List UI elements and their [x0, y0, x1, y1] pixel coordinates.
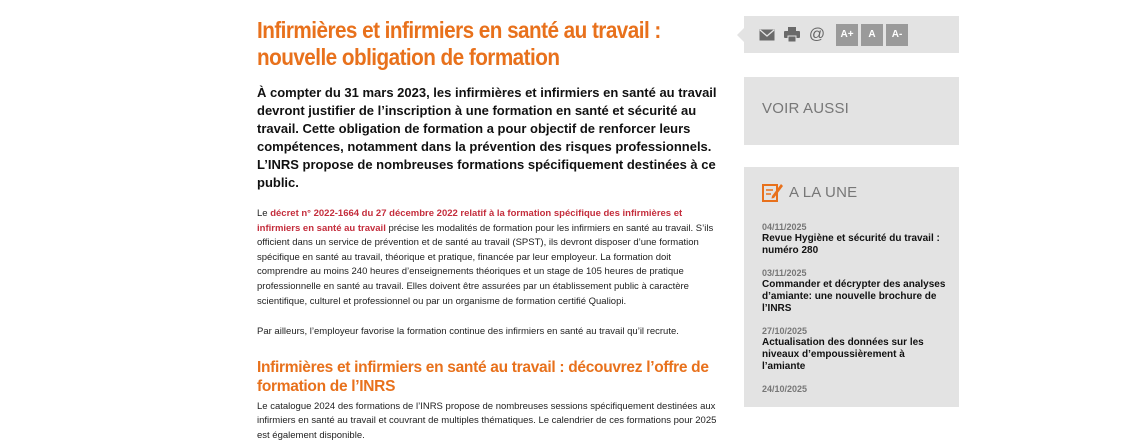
news-item[interactable] — [762, 383, 959, 395]
news-list — [762, 221, 959, 395]
voir-aussi-heading: VOIR AUSSI — [762, 100, 850, 117]
news-date: 24/10/2025 — [762, 384, 808, 394]
paragraph-decret — [257, 207, 719, 309]
article — [257, 17, 719, 444]
news-date: 27/10/2025 — [762, 326, 808, 336]
paragraph-employeur: Par ailleurs, l’employeur favorise la formation continue des infirmiers en santé au travail qu’il recrute. — [257, 326, 679, 338]
a-la-une-panel — [744, 167, 959, 407]
voir-aussi-panel — [744, 77, 959, 145]
news-date: 04/11/2025 — [762, 222, 807, 232]
at-icon[interactable]: @ — [808, 25, 826, 43]
article-lead: À compter du 31 mars 2023, les infirmières et infirmiers en santé au travail devront justifier de l’inscription à une formation en santé et sécurité au travail. Cette obligation de formation a pour objectif de renforcer leurs compétences, notamment dans la prévention des risques professionnels. L’INRS propose de nombreuses formations spécifiquement destinées à ce public. — [257, 85, 717, 190]
edit-note-icon — [762, 182, 784, 202]
decret-link[interactable]: décret n° 2022-1664 du 27 décembre 2022 relatif à la formation spécifique des infirmières et infirmiers en santé au travail — [257, 208, 683, 234]
font-decrease-button[interactable]: A- — [886, 24, 908, 46]
news-date: 03/11/2025 — [762, 268, 807, 278]
p1-prefix: Le — [257, 208, 271, 219]
p1-rest: précise les modalités de formation pour les infirmiers en santé au travail. S’ils officient dans un service de prévention et de santé au travail (SPST), ils devront disposer d’une formation spécifique en santé au travail, théorique et pratique, financée par leur employeur. La formation doit comprendre au moins 240 heures d’enseignements théoriques et un stage de 105 heures de pratique professionnelle en santé au travail. Elles doivent être assurées par un établissement public à caractère scientifique, culturel et professionnel ou par un organisme de formation certifié Qualiopi. — [257, 222, 714, 307]
news-title[interactable]: Commander et décrypter des analyses d’amiante: une nouvelle brochure de l’INRS — [762, 279, 946, 314]
article-title: Infirmières et infirmiers en santé au travail : nouvelle obligation de formation — [257, 17, 661, 70]
print-icon[interactable] — [783, 26, 801, 44]
news-title[interactable]: Actualisation des données sur les niveaux d’empoussièrement à l’amiante — [762, 337, 924, 372]
paragraph-catalogue: Le catalogue 2024 des formations de l’INRS propose de nombreuses sessions spécifiquement destinées aux infirmiers en santé au travail et couvrant de multiples thématiques. Le calendrier de ces formations pour 2025 est également disponible. — [257, 400, 717, 441]
news-item[interactable] — [762, 267, 959, 315]
news-item[interactable] — [762, 221, 959, 257]
news-item[interactable] — [762, 325, 959, 373]
article-toolbar — [744, 16, 959, 53]
mail-icon[interactable] — [758, 26, 776, 44]
a-la-une-label: A LA UNE — [789, 183, 858, 201]
a-la-une-heading — [762, 182, 959, 202]
section-subtitle: Infirmières et infirmiers en santé au travail : découvrez l’offre de formation de l’INRS — [257, 358, 709, 395]
font-increase-button[interactable]: A+ — [836, 24, 858, 46]
news-title[interactable]: Revue Hygiène et sécurité du travail : numéro 280 — [762, 233, 940, 256]
font-normal-button[interactable]: A — [861, 24, 883, 46]
